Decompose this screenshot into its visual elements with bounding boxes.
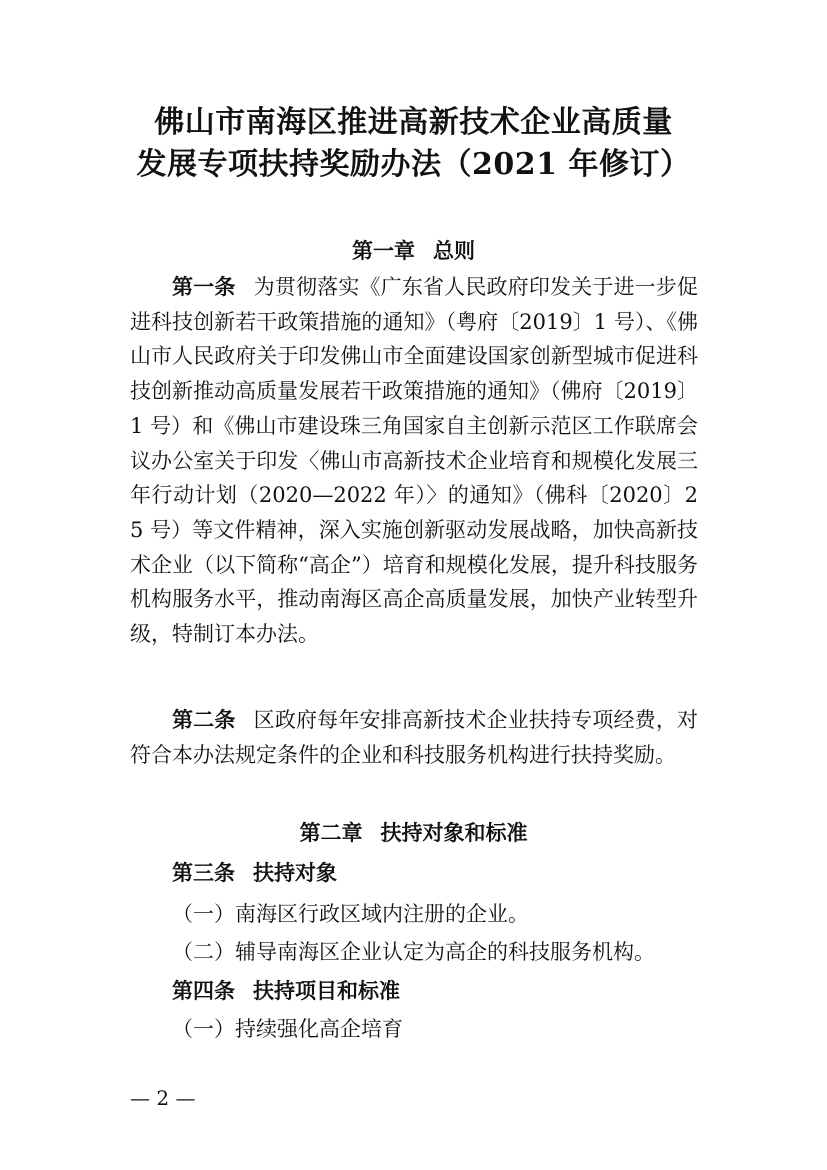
article-1-label: 第一条: [172, 274, 236, 299]
article-4-name: 扶持项目和标准: [253, 978, 400, 1003]
article-2-text: 区政府每年安排高新技术企业扶持专项经费，对符合本办法规定条件的企业和科技服务机构进行扶持奖励。: [130, 708, 698, 767]
article-4-label: 第四条: [172, 978, 235, 1003]
article-2-paragraph: [130, 703, 698, 772]
article-4-item-1: （一）持续强化高企培育: [172, 1017, 403, 1041]
chapter-2-heading: [0, 822, 827, 843]
article-4-heading: [172, 980, 400, 1001]
article-1-text: 为贯彻落实《广东省人民政府印发关于进一步促进科技创新若干政策措施的通知》（粤府〔2019〕1 号）、《佛山市人民政府关于印发佛山市全面建设国家创新型城市促进科技创新推动高质量发展若干政策措施的通知》（佛府〔2019〕1 号）和《佛山市建设珠三角国家自主创新示范区工作联席会议办公室关于印发〈佛山市高新技术企业培育和规模化发展三年行动计划（2020—2022 年）〉的通知》（佛科〔2020〕25 号）等文件精神，深入实施创新驱动发展战略，加快高新技术企业（以下简称“高企”）培育和规模化发展，提升科技服务机构服务水平，推动南海区高企高质量发展，加快产业转型升级，特制订本办法。: [130, 275, 698, 647]
article-3-heading: [172, 862, 337, 883]
page-number: — 2 —: [130, 1086, 196, 1110]
article-3-item-2: （二）辅导南海区企业认定为高企的科技服务机构。: [172, 940, 655, 964]
article-3-label: 第三条: [172, 860, 235, 885]
article-2-label: 第二条: [172, 707, 236, 732]
document-title-line-1: 佛山市南海区推进高新技术企业高质量: [154, 105, 673, 140]
article-3-name: 扶持对象: [253, 860, 337, 885]
chapter-2-number: 第二章: [299, 820, 363, 845]
article-1-paragraph: [130, 270, 698, 652]
article-3-item-1: （一）南海区行政区域内注册的企业。: [172, 902, 529, 926]
chapter-2-name: 扶持对象和标准: [380, 820, 528, 845]
chapter-1-name: 总则: [433, 238, 475, 263]
document-title-line-2: 发展专项扶持奖励办法（2021 年修订）: [136, 147, 691, 182]
chapter-1-heading: [0, 240, 827, 261]
chapter-1-number: 第一章: [352, 238, 415, 263]
